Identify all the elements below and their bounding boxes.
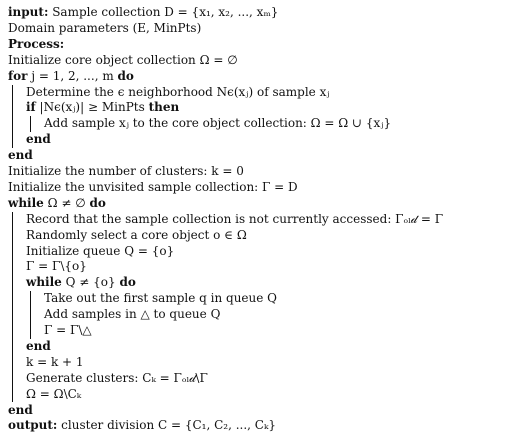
algorithm-line <box>26 370 208 387</box>
algorithm-line <box>8 36 64 53</box>
algorithm-keyword: end <box>8 148 33 163</box>
algorithm-text: cluster division C = {C₁, C₂, ..., Cₖ} <box>57 418 277 433</box>
algorithm-line <box>26 274 136 291</box>
algorithm-line <box>26 131 51 148</box>
algorithm-line <box>26 386 81 403</box>
algorithm-keyword: Process: <box>8 36 65 51</box>
algorithm-text: Initialize the number of clusters: k = 0 <box>8 164 244 178</box>
algorithm-line <box>8 52 238 69</box>
algorithm-text: Domain parameters (E, MinPts) <box>8 20 202 35</box>
algorithm-line <box>44 306 220 323</box>
algorithm-keyword: do <box>119 275 136 290</box>
algorithm-text: Record that the sample collection is not currently accessed: Γₒₗ𝒹 = Γ <box>26 211 444 226</box>
algorithm-text: Initialize core object collection Ω = ∅ <box>8 52 238 67</box>
algorithm-text: Add sample xⱼ to the core object collection: Ω = Ω ∪ {xⱼ} <box>44 116 392 131</box>
algorithm-text: Take out the first sample q in queue Q <box>44 291 278 306</box>
algorithm-text: Determine the ϵ neighborhood Nϵ(xⱼ) of sample xⱼ <box>26 84 330 99</box>
algorithm-line <box>44 115 391 132</box>
algorithm-line <box>26 99 179 116</box>
algorithm-line <box>26 243 174 260</box>
algorithm-line <box>26 227 247 244</box>
algorithm-keyword: input: <box>8 5 49 19</box>
algorithm-text: Q ≠ {o} <box>61 275 120 290</box>
algorithm-text: Initialize the unvisited sample collection: Γ = D <box>8 179 298 194</box>
algorithm-text: Randomly select a core object o ∈ Ω <box>26 227 247 242</box>
algorithm-line <box>8 68 134 85</box>
algorithm-line <box>44 290 277 307</box>
algorithm-line <box>26 338 51 355</box>
block-scope-line <box>12 212 13 403</box>
algorithm-line <box>8 179 298 196</box>
algorithm-text: Initialize queue Q = {o} <box>26 243 175 258</box>
block-scope-line <box>12 85 13 149</box>
block-scope-line <box>30 291 31 339</box>
algorithm-line <box>26 354 84 371</box>
algorithm-keyword: for <box>8 68 28 83</box>
algorithm-keyword: if <box>26 100 36 115</box>
algorithm-keyword: then <box>148 100 180 115</box>
algorithm-line <box>44 322 92 339</box>
algorithm-text: Γ = Γ\{o} <box>26 259 87 274</box>
algorithm-line <box>8 402 33 419</box>
algorithm-line <box>26 211 443 228</box>
algorithm-line <box>8 195 106 212</box>
algorithm-line <box>8 417 276 434</box>
algorithm-line <box>26 258 87 275</box>
algorithm-text: k = k + 1 <box>26 354 84 369</box>
algorithm-keyword: end <box>8 402 33 417</box>
algorithm-text: Ω ≠ ∅ <box>43 195 90 210</box>
algorithm-keyword: do <box>89 195 106 210</box>
algorithm-line <box>26 84 330 101</box>
algorithm-text: Generate clusters: Cₖ = Γₒₗ𝒹\Γ <box>26 370 208 385</box>
algorithm-line <box>8 4 278 21</box>
block-scope-line <box>30 116 31 132</box>
algorithm-text: j = 1, 2, ..., m <box>27 68 118 83</box>
algorithm-keyword: while <box>26 275 62 290</box>
algorithm-keyword: end <box>26 132 51 147</box>
algorithm-text: Γ = Γ\△ <box>44 323 92 337</box>
algorithm-line <box>8 20 201 37</box>
algorithm-keyword: output: <box>8 418 58 433</box>
algorithm-keyword: end <box>26 338 51 353</box>
algorithm-line <box>8 163 244 180</box>
algorithm-keyword: while <box>8 195 44 210</box>
algorithm-keyword: do <box>117 68 134 83</box>
algorithm-text: Ω = Ω\Cₖ <box>26 386 82 401</box>
algorithm-text: |Nϵ(xⱼ)| ≥ MinPts <box>35 100 149 115</box>
algorithm-text: Sample collection D = {x₁, x₂, ..., xₘ} <box>48 5 279 19</box>
algorithm-line <box>8 147 33 164</box>
algorithm-text: Add samples in △ to queue Q <box>44 307 221 322</box>
